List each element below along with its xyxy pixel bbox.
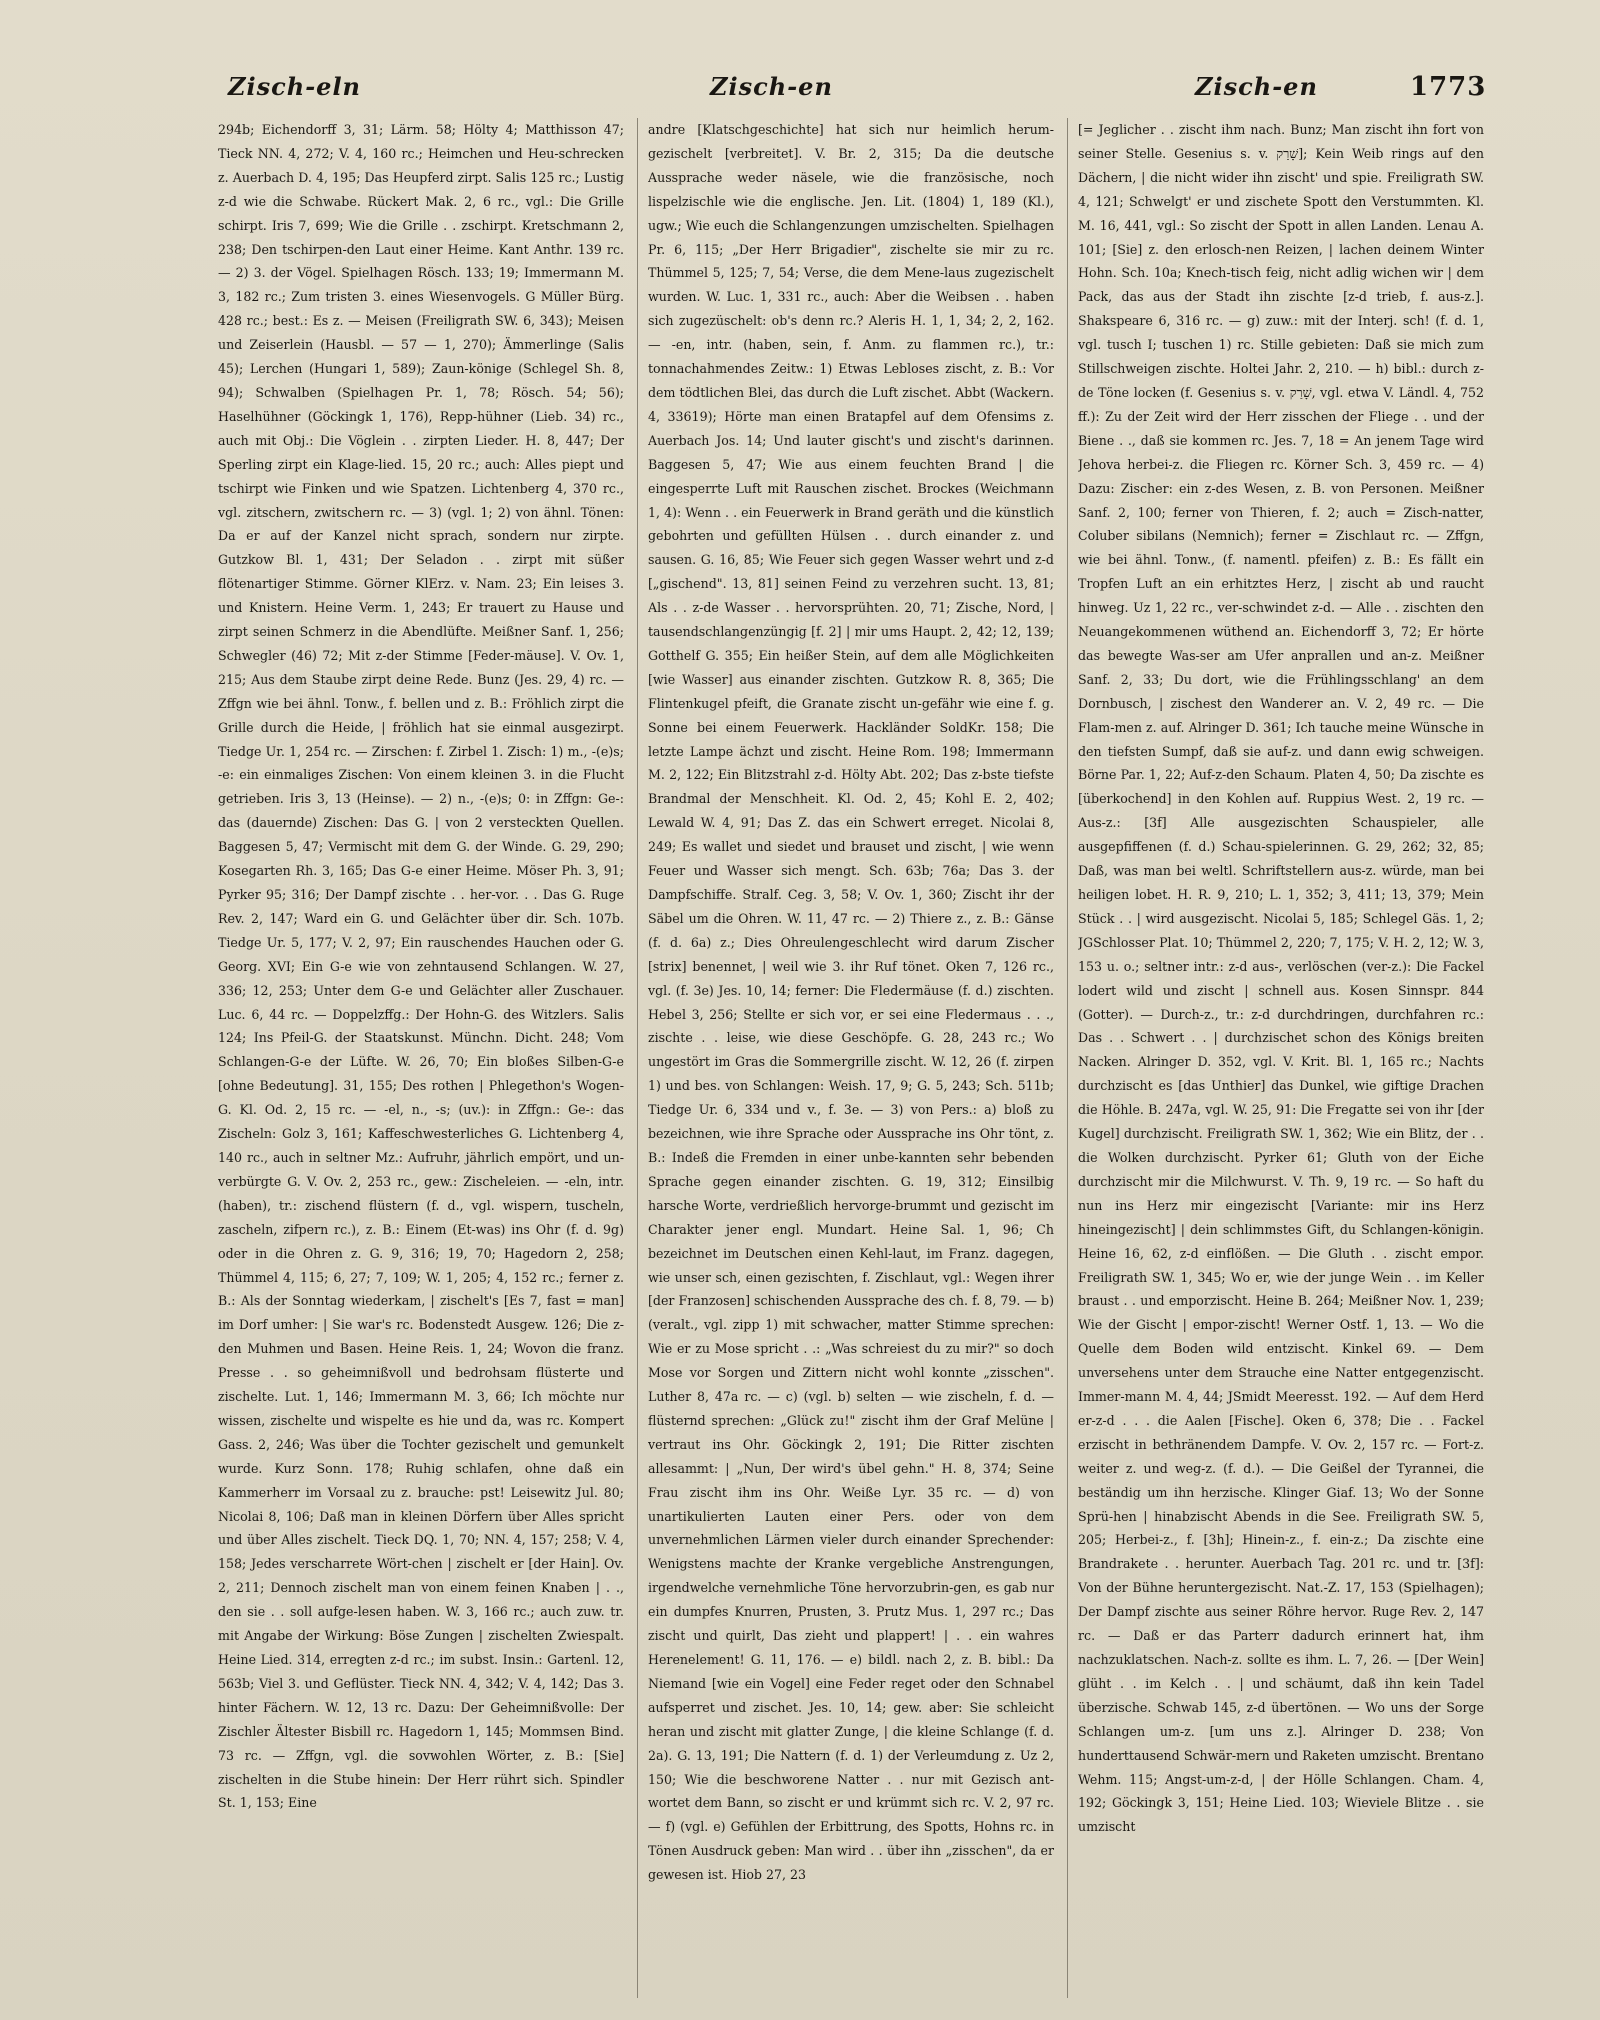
header-center-catchword: Zisch-en	[710, 72, 833, 101]
text-column-middle: andre [Klatschgeschichte] hat sich nur heimlich herum-gezischelt [verbreitet]. V. Br. 2, 315; Da die deutsche Aussprache weder näsele, wie die französische, noch lispelzischle wie die englische. Jen. Lit. (1804) 1, 189 (Kl.), ugw.; Wie euch die Schlangenzungen umzischelten. Spielhagen Pr. 6, 115; „Der Herr Brigadier", zischelte sie mir zu rc. Thümmel 5, 125; 7, 54; Verse, die dem Mene-laus zugezischelt wurden. W. Luc. 1, 331 rc., auch: Aber die Weibsen . . haben sich zugezüschelt: ob's denn rc.? Aleris H. 1, 1, 34; 2, 2, 162. — -en, intr. (haben, sein, f. Anm. zu flammen rc.), tr.: tonnachahmendes Zeitw.: 1) Etwas Lebloses zischt, z. B.: Vor dem tödtlichen Blei, das durch die Luft zischet. Abbt (Wackern. 4, 33619); Hörte man einen Bratapfel auf dem Ofensims z. Auerbach Jos. 14; Und lauter gischt's und zischt's darinnen. Baggesen 5, 47; Wie aus einem feuchten Brand | die eingesperrte Luft mit Rauschen zischet. Brockes (Weichmann 1, 4): Wenn . . ein Feuerwerk in Brand geräth und die künstlich gebohrten und gefüllten Hülsen . . durch einander z. und sausen. G. 16, 85; Wie Feuer sich gegen Wasser wehrt und z-d [„gischend". 13, 81] seinen Feind zu verzehren sucht. 13, 81; Als . . z-de Wasser . . hervorsprühten. 20, 71; Zische, Nord, | tausendschlangenzüngig [f. 2] | mir ums Haupt. 2, 42; 12, 139; Gotthelf G. 355; Ein heißer Stein, auf dem alle Möglichkeiten [wie Wasser] aus einander zischten. Gutzkow R. 8, 365; Die Flintenkugel pfeift, die Granate zischt un-gefähr wie eine f. g. Sonne bei einem Feuerwerk. Hackländer SoldKr. 158; Die letzte Lampe ächzt und zischt. Heine Rom. 198; Immermann M. 2, 122; Ein Blitzstrahl z-d. Hölty Abt. 202; Das z-bste tiefste Brandmal der Menschheit. Kl. Od. 2, 45; Kohl E. 2, 402; Lewald W. 4, 91; Das Z. das ein Schwert erreget. Nicolai 8, 249; Es wallet und siedet und brauset und zischt, | wie wenn Feuer und Wasser sich mengt. Sch. 63b; 76a; Das 3. der Dampfschiffe. Stralf. Ceg. 3, 58; V. Ov. 1, 360; Zischt ihr der Säbel um die Ohren. W. 11, 47 rc. — 2) Thiere z., z. B.: Gänse (f. d. 6a) z.; Dies Ohreulengeschlecht wird darum Zischer [strix] benennet, | weil wie 3. ihr Ruf tönet. Oken 7, 126 rc., vgl. (f. 3e) Jes. 10, 14; ferner: Die Fledermäuse (f. d.) zischten. Hebel 3, 256; Stellte er sich vor, er sei eine Fledermaus . . ., zischte . . leise, wie diese Geschöpfe. G. 28, 243 rc.; Wo ungestört im Gras die Sommergrille zischt. W. 12, 26 (f. zirpen 1) und bes. von Schlangen: Weish. 17, 9; G. 5, 243; Sch. 511b; Tiedge Ur. 6, 334 und v., f. 3e. — 3) von Pers.: a) bloß zu bezeichnen, wie ihre Sprache oder Aussprache ins Ohr tönt, z. B.: Indeß die Fremden in einer unbe-kannten sehr bebenden Sprache gegen einander zischten. G. 19, 312; Einsilbig harsche Worte, verdrießlich hervorge-brummt und gezischt im Charakter jener engl. Mundart. Heine Sal. 1, 96; Ch bezeichnet im Deutschen einen Kehl-laut, im Franz. dagegen, wie unser sch, einen gezischten, f. Zischlaut, vgl.: Wegen ihrer [der Franzosen] schischenden Aussprache des ch. f. 8, 79. — b) (veralt., vgl. zipp 1) mit schwacher, matter Stimme sprechen: Wie er zu Mose spricht . .: „Was schreiest du zu mir?" so doch Mose vor Sorgen und Zittern nicht wohl konnte „zisschen". Luther 8, 47a rc. — c) (vgl. b) selten — wie zischeln, f. d. — flüsternd sprechen: „Glück zu!" zischt ihm der Graf Melüne | vertraut ins Ohr. Göckingk 2, 191; Die Ritter zischten allesammt: | „Nun, Der wird's übel gehn." H. 8, 374; Seine Frau zischt ihm ins Ohr. Weiße Lyr. 35 rc. — d) von unartikulierten Lauten einer Pers. oder von dem unvernehmlichen Lärmen vieler durch einander Sprechender: Wenigstens machte der Kranke vergebliche Anstrengungen, irgendwelche vernehmliche Töne hervorzubrin-gen, es gab nur ein dumpfes Knurren, Prusten, 3. Prutz Mus. 1, 297 rc.; Das zischt und quirlt, Das zieht und plappert! | . . ein wahres Herenelement! G. 11, 176. — e) bildl. nach 2, z. B. bibl.: Da Niemand [wie ein Vogel] eine Feder reget oder den Schnabel aufsperret und zischet. Jes. 10, 14; gew. aber: Sie schleicht heran und zischt mit glatter Zunge, | die kleine Schlange (f. d. 2a). G. 13, 191; Die Nattern (f. d. 1) der Verleumdung z. Uz 2, 150; Wie die beschworene Natter . . nur mit Gezisch ant-wortet dem Bann, so zischt er und krümmt sich rc. V. 2, 97 rc. — f) (vgl. e) Gefühlen der Erbittrung, des Spotts, Hohns rc. in Tönen Ausdruck geben: Man wird . . über ihn „zisschen", da er gewesen ist. Hiob 27, 23	[648, 122, 1054, 1883]
running-header	[0, 72, 1600, 112]
header-left-catchword: Zisch-eln	[228, 72, 362, 101]
text-columns	[218, 118, 1482, 1998]
page-number: 1773	[1410, 72, 1487, 102]
header-right-catchword: Zisch-en	[1195, 72, 1318, 101]
text-column-left: 294b; Eichendorff 3, 31; Lärm. 58; Hölty 4; Matthisson 47; Tieck NN. 4, 272; V. 4, 160 rc.; Heimchen und Heu-schrecken z. Auerbach D. 4, 195; Das Heupferd zirpt. Salis 125 rc.; Lustig z-d wie die Schwabe. Rückert Mak. 2, 6 rc., vgl.: Die Grille schirpt. Iris 7, 699; Wie die Grille . . zschirpt. Kretschmann 2, 238; Den tschirpen-den Laut einer Heime. Kant Anthr. 139 rc. — 2) 3. der Vögel. Spielhagen Rösch. 133; 19; Immermann M. 3, 182 rc.; Zum tristen 3. eines Wiesenvogels. G Müller Bürg. 428 rc.; best.: Es z. — Meisen (Freiligrath SW. 6, 343); Meisen und Zeiserlein (Hausbl. — 57 — 1, 270); Ämmerlinge (Salis 45); Lerchen (Hungari 1, 589); Zaun-könige (Schlegel Sh. 8, 94); Schwalben (Spielhagen Pr. 1, 78; Rösch. 54; 56); Haselhühner (Göckingk 1, 176), Repp-hühner (Lieb. 34) rc., auch mit Obj.: Die Vöglein . . zirpten Lieder. H. 8, 447; Der Sperling zirpt ein Klage-lied. 15, 20 rc.; auch: Alles piept und tschirpt wie Finken und wie Spatzen. Lichtenberg 4, 370 rc., vgl. zitschern, zwitschern rc. — 3) (vgl. 1; 2) von ähnl. Tönen: Da er auf der Kanzel nicht sprach, sondern nur zirpte. Gutzkow Bl. 1, 431; Der Seladon . . zirpt mit süßer flötenartiger Stimme. Görner KlErz. v. Nam. 23; Ein leises 3. und Knistern. Heine Verm. 1, 243; Er trauert zu Hause und zirpt seinen Schmerz in die Abendlüfte. Meißner Sanf. 1, 256; Schwegler (46) 72; Mit z-der Stimme [Feder-mäuse]. V. Ov. 1, 215; Aus dem Staube zirpt deine Rede. Bunz (Jes. 29, 4) rc. — Zffgn wie bei ähnl. Tonw., f. bellen und z. B.: Fröhlich zirpt die Grille durch die Heide, | fröhlich hat sie einmal ausgezirpt. Tiedge Ur. 1, 254 rc. — Zirschen: f. Zirbel 1. Zisch: 1) m., -(e)s; -e: ein einmaliges Zischen: Von einem kleinen 3. in die Flucht getrieben. Iris 3, 13 (Heinse). — 2) n., -(e)s; 0: in Zffgn: Ge-: das (dauernde) Zischen: Das G. | von 2 versteckten Quellen. Baggesen 5, 47; Vermischt mit dem G. der Winde. G. 29, 290; Kosegarten Rh. 3, 165; Das G-e einer Heime. Möser Ph. 3, 91; Pyrker 95; 316; Der Dampf zischte . . her-vor. . . Das G. Ruge Rev. 2, 147; Ward ein G. und Gelächter über dir. Sch. 107b. Tiedge Ur. 5, 177; V. 2, 97; Ein rauschendes Hauchen oder G. Georg. XVI; Ein G-e wie von zehntausend Schlangen. W. 27, 336; 12, 253; Unter dem G-e und Gelächter aller Zuschauer. Luc. 6, 44 rc. — Doppelzffg.: Der Hohn-G. des Witzlers. Salis 124; Ins Pfeil-G. der Staatskunst. Münchn. Dicht. 248; Vom Schlangen-G-e der Lüfte. W. 26, 70; Ein bloßes Silben-G-e [ohne Bedeutung]. 31, 155; Des rothen | Phlegethon's Wogen-G. Kl. Od. 2, 15 rc. — -el, n., -s; (uv.): in Zffgn.: Ge-: das Zischeln: Golz 3, 161; Kaffeschwesterliches G. Lichtenberg 4, 140 rc., auch in seltner Mz.: Aufruhr, jährlich empört, und un-verbürgte G. V. Ov. 2, 253 rc., gew.: Zischeleien. — -eln, intr. (haben), tr.: zischend flüstern (f. d., vgl. wispern, tuscheln, zascheln, zifpern rc.), z. B.: Einem (Et-was) ins Ohr (f. d. 9g) oder in die Ohren z. G. 9, 316; 19, 70; Hagedorn 2, 258; Thümmel 4, 115; 6, 27; 7, 109; W. 1, 205; 4, 152 rc.; ferner z. B.: Als der Sonntag wiederkam, | zischelt's [Es 7, fast = man] im Dorf umher: | Sie war's rc. Bodenstedt Ausgew. 126; Die z-den Muhmen und Basen. Heine Reis. 1, 24; Wovon die franz. Presse . . so geheimnißvoll und bedrohsam flüsterte und zischelte. Lut. 1, 146; Immermann M. 3, 66; Ich möchte nur wissen, zischelte und wispelte es hie und da, was rc. Kompert Gass. 2, 246; Was über die Tochter gezischelt und gemunkelt wurde. Kurz Sonn. 178; Ruhig schlafen, ohne daß ein Kammerherr im Vorsaal zu z. brauche: pst! Leisewitz Jul. 80; Nicolai 8, 106; Daß man in kleinen Dörfern über Alles spricht und über Alles zischelt. Tieck DQ. 1, 70; NN. 4, 157; 258; V. 4, 158; Jedes verscharrete Wört-chen | zischelt er [der Hain]. Ov. 2, 211; Dennoch zischelt man von einem feinen Knaben | . ., den sie . . soll aufge-lesen haben. W. 3, 166 rc.; auch zuw. tr. mit Angabe der Wirkung: Böse Zungen | zischelten Zwiespalt. Heine Lied. 314, erregten z-d rc.; im subst. Insin.: Gartenl. 12, 563b; Viel 3. und Geflüster. Tieck NN. 4, 342; V. 4, 142; Das 3. hinter Fächern. W. 12, 13 rc. Dazu: Der Geheimnißvolle: Der Zischler Ältester Bisbill rc. Hagedorn 1, 145; Mommsen Bind. 73 rc. — Zffgn, vgl. die sovwohlen Wörter, z. B.: [Sie] zischelten in die Stube hinein: Der Herr rührt sich. Spindler St. 1, 153; Eine	[218, 122, 624, 1811]
text-column-right: [= Jeglicher . . zischt ihm nach. Bunz; Man zischt ihn fort von seiner Stelle. Gesenius s. v. שָׁרַק]; Kein Weib rings auf den Dächern, | die nicht wider ihn zischt' und spie. Freiligrath SW. 4, 121; Schwelgt' er und zischete Spott den Verstummten. Kl. M. 16, 441, vgl.: So zischt der Spott in allen Landen. Lenau A. 101; [Sie] z. den erlosch-nen Reizen, | lachen deinem Winter Hohn. Sch. 10a; Knech-tisch feig, nicht adlig wichen wir | dem Pack, das aus der Stadt ihn zischte [z-d trieb, f. aus-z.]. Shakspeare 6, 316 rc. — g) zuw.: mit der Interj. sch! (f. d. 1, vgl. tusch I; tuschen 1) rc. Stille gebieten: Daß sie mich zum Stillschweigen zischte. Holtei Jahr. 2, 210. — h) bibl.: durch z-de Töne locken (f. Gesenius s. v. שָׁרַק, vgl. etwa V. Ländl. 4, 752 ff.): Zu der Zeit wird der Herr zisschen der Fliege . . und der Biene . ., daß sie kommen rc. Jes. 7, 18 = An jenem Tage wird Jehova herbei-z. die Fliegen rc. Körner Sch. 3, 459 rc. — 4) Dazu: Zischer: ein z-des Wesen, z. B. von Personen. Meißner Sanf. 2, 100; ferner von Thieren, f. 2; auch = Zisch-natter, Coluber sibilans (Nemnich); ferner = Zischlaut rc. — Zffgn, wie bei ähnl. Tonw., (f. namentl. pfeifen) z. B.: Es fällt ein Tropfen Luft an ein erhitztes Herz, | zischt ab und raucht hinweg. Uz 1, 22 rc., ver-schwindet z-d. — Alle . . zischten den Neuangekommenen wüthend an. Eichendorff 3, 72; Er hörte das bewegte Was-ser am Ufer anprallen und an-z. Meißner Sanf. 2, 33; Du dort, wie die Frühlingsschlang' an dem Dornbusch, | zischest den Wanderer an. V. 2, 49 rc. — Die Flam-men z. auf. Alringer D. 361; Ich tauche meine Wünsche in den tiefsten Sumpf, daß sie auf-z. und dann ewig schweigen. Börne Par. 1, 22; Auf-z-den Schaum. Platen 4, 50; Da zischte es [überkochend] in den Kohlen auf. Ruppius West. 2, 19 rc. — Aus-z.: [3f] Alle ausgezischten Schauspieler, alle ausgepfiffenen (f. d.) Schau-spielerinnen. G. 29, 262; 32, 85; Daß, was man bei weltl. Schriftstellern aus-z. würde, man bei heiligen lobet. H. R. 9, 210; L. 1, 352; 3, 411; 13, 379; Mein Stück . . | wird ausgezischt. Nicolai 5, 185; Schlegel Gäs. 1, 2; JGSchlosser Plat. 10; Thümmel 2, 220; 7, 175; V. H. 2, 12; W. 3, 153 u. o.; seltner intr.: z-d aus-, verlöschen (ver-z.): Die Fackel lodert wild und zischt | schnell aus. Kosen Sinnspr. 844 (Gotter). — Durch-z., tr.: z-d durchdringen, durchfahren rc.: Das . . Schwert . . | durchzischet schon des Königs breiten Nacken. Alringer D. 352, vgl. V. Krit. Bl. 1, 165 rc.; Nachts durchzischt es [das Unthier] das Dunkel, wie giftige Drachen die Höhle. B. 247a, vgl. W. 25, 91: Die Fregatte sei von ihr [der Kugel] durchzischt. Freiligrath SW. 1, 362; Wie ein Blitz, der . . die Wolken durchzischt. Pyrker 61; Gluth von der Eiche durchzischt mir die Milchwurst. V. Th. 9, 19 rc. — So haft du nun ins Herz mir eingezischt [Variante: mir ins Herz hineingezischt] | dein schlimmstes Gift, du Schlangen-königin. Heine 16, 62, z-d einflößen. — Die Gluth . . zischt empor. Freiligrath SW. 1, 345; Wo er, wie der junge Wein . . im Keller braust . . und emporzischt. Heine B. 264; Meißner Nov. 1, 239; Wie der Gischt | empor-zischt! Werner Ostf. 1, 13. — Wo die Quelle dem Boden wild entzischt. Kinkel 69. — Dem unversehens unter dem Strauche eine Natter entgegenzischt. Immer-mann M. 4, 44; JSmidt Meeresst. 192. — Auf dem Herd er-z-d . . . die Aalen [Fische]. Oken 6, 378; Die . . Fackel erzischt in bethränendem Dampfe. V. Ov. 2, 157 rc. — Fort-z. weiter z. und weg-z. (f. d.). — Die Geißel der Tyrannei, die beständig um ihn herzische. Klinger Giaf. 13; Wo der Sonne Sprü-hen | hinabzischt Abends in die See. Freiligrath SW. 5, 205; Herbei-z., f. [3h]; Hinein-z., f. ein-z.; Da zischte eine Brandrakete . . herunter. Auerbach Tag. 201 rc. und tr. [3f]: Von der Bühne heruntergezischt. Nat.-Z. 17, 153 (Spielhagen); Der Dampf zischte aus seiner Röhre hervor. Ruge Rev. 2, 147 rc. — Daß er das Parterr dadurch erinnert hat, ihm nachzuklatschen. Nach-z. sollte es ihm. L. 7, 26. — [Der Wein] glüht . . im Kelch . . | und schäumt, daß ihn kein Tadel überzische. Schwab 145, z-d übertönen. — Wo uns der Sorge Schlangen um-z. [um uns z.]. Alringer D. 238; Von hunderttausend Schwär-mern und Raketen umzischt. Brentano Wehm. 115; Angst-um-z-d, | der Hölle Schlangen. Cham. 4, 192; Göckingk 3, 151; Heine Lied. 103; Wieviele Blitze . . sie umzischt	[1078, 122, 1484, 1835]
